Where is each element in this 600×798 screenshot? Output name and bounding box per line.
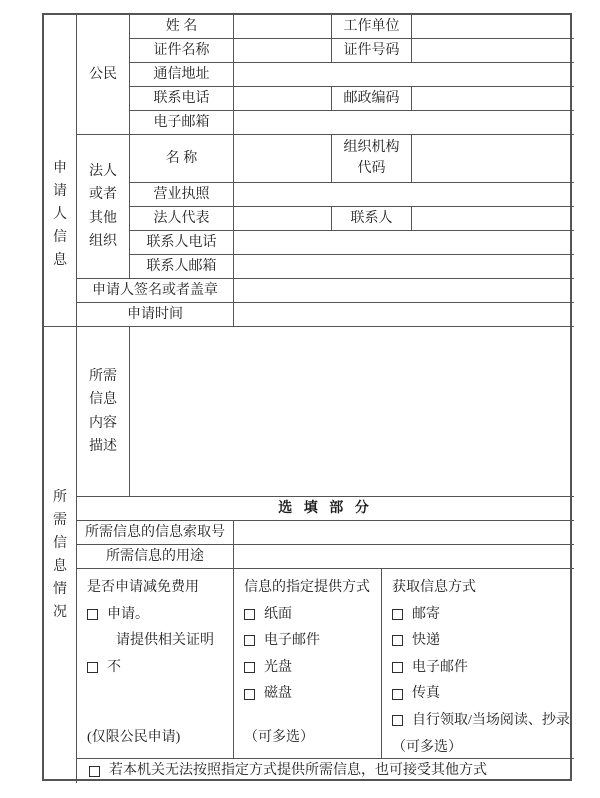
contact-label: 联系人 bbox=[332, 207, 412, 231]
info-desc-label: 所需信息内容描述 bbox=[77, 327, 130, 497]
footer-note-row bbox=[77, 759, 574, 783]
fee-no-option[interactable] bbox=[87, 658, 121, 678]
postal-code-label: 邮政编码 bbox=[332, 87, 412, 111]
info-usage-value[interactable] bbox=[234, 545, 574, 569]
phone-value[interactable] bbox=[234, 87, 332, 111]
org-code-label: 组织机构代码 bbox=[332, 135, 412, 183]
name-value[interactable] bbox=[234, 15, 332, 39]
info-desc-value[interactable] bbox=[130, 327, 574, 497]
obtain-method-cell bbox=[382, 569, 574, 759]
fee-waiver-cell bbox=[77, 569, 234, 759]
email-delivery-checkbox[interactable] bbox=[244, 635, 255, 646]
org-group-label: 法人或者其他组织 bbox=[77, 135, 130, 279]
disk-option[interactable] bbox=[244, 684, 292, 704]
id-name-value[interactable] bbox=[234, 39, 332, 63]
provide-method-cell bbox=[234, 569, 382, 759]
paper-checkbox[interactable] bbox=[244, 609, 255, 620]
other-method-checkbox[interactable] bbox=[89, 766, 100, 777]
mail-option[interactable] bbox=[392, 605, 440, 625]
footer-note-text: 若本机关无法按照指定方式提供所需信息，也可接受其他方式 bbox=[109, 763, 487, 779]
contact-phone-value[interactable] bbox=[234, 231, 574, 255]
email-obtain-option[interactable] bbox=[392, 658, 468, 678]
disk-checkbox[interactable] bbox=[244, 689, 255, 700]
mail-label: 邮寄 bbox=[412, 606, 440, 622]
org-name-value[interactable] bbox=[234, 135, 332, 183]
id-number-label: 证件号码 bbox=[332, 39, 412, 63]
license-value[interactable] bbox=[234, 183, 574, 207]
paper-label: 纸面 bbox=[264, 606, 292, 622]
email-delivery-option[interactable] bbox=[244, 631, 320, 651]
cd-option[interactable] bbox=[244, 658, 292, 678]
fee-no-checkbox[interactable] bbox=[87, 662, 98, 673]
express-option[interactable] bbox=[392, 631, 440, 651]
obtain-method-title: 获取信息方式 bbox=[392, 580, 476, 595]
fax-option[interactable] bbox=[392, 684, 440, 704]
license-label: 营业执照 bbox=[130, 183, 234, 207]
mail-checkbox[interactable] bbox=[392, 609, 403, 620]
info-index-value[interactable] bbox=[234, 521, 574, 545]
express-checkbox[interactable] bbox=[392, 635, 403, 646]
postal-code-value[interactable] bbox=[412, 87, 574, 111]
email-delivery-label: 电子邮件 bbox=[264, 633, 320, 649]
work-unit-label: 工作单位 bbox=[332, 15, 412, 39]
name-label: 姓 名 bbox=[130, 15, 234, 39]
obtain-multi-select-note: （可多选） bbox=[392, 739, 462, 755]
apply-time-value[interactable] bbox=[234, 303, 574, 327]
citizen-group-label: 公民 bbox=[77, 15, 130, 135]
fax-checkbox[interactable] bbox=[392, 689, 403, 700]
fee-apply-note: 请提供相关证明 bbox=[116, 633, 214, 649]
phone-label: 联系电话 bbox=[130, 87, 234, 111]
optional-section-header: 选 填 部 分 bbox=[77, 497, 574, 521]
address-label: 通信地址 bbox=[130, 63, 234, 87]
email-obtain-checkbox[interactable] bbox=[392, 662, 403, 673]
signature-value[interactable] bbox=[234, 279, 574, 303]
cd-checkbox[interactable] bbox=[244, 662, 255, 673]
signature-label: 申请人签名或者盖章 bbox=[77, 279, 234, 303]
provide-multi-select-note: （可多选） bbox=[244, 730, 314, 746]
id-number-value[interactable] bbox=[412, 39, 574, 63]
org-code-value[interactable] bbox=[412, 135, 574, 183]
email-value[interactable] bbox=[234, 111, 574, 135]
self-pickup-checkbox[interactable] bbox=[392, 715, 403, 726]
legal-rep-label: 法人代表 bbox=[130, 207, 234, 231]
fee-waiver-title: 是否申请减免费用 bbox=[87, 580, 199, 595]
work-unit-value[interactable] bbox=[412, 15, 574, 39]
self-pickup-label: 自行领取/当场阅读、抄录 bbox=[412, 712, 570, 728]
info-usage-label: 所需信息的用途 bbox=[77, 545, 234, 569]
info-index-label: 所需信息的信息索取号 bbox=[77, 521, 234, 545]
fee-apply-checkbox[interactable] bbox=[87, 609, 98, 620]
disk-label: 磁盘 bbox=[264, 686, 292, 702]
fee-no-label: 不 bbox=[107, 659, 121, 675]
apply-time-label: 申请时间 bbox=[77, 303, 234, 327]
express-label: 快递 bbox=[412, 633, 440, 649]
cd-label: 光盘 bbox=[264, 659, 292, 675]
org-name-label: 名 称 bbox=[130, 135, 234, 183]
contact-email-label: 联系人邮箱 bbox=[130, 255, 234, 279]
fee-scope-note: (仅限公民申请) bbox=[87, 730, 181, 746]
legal-rep-value[interactable] bbox=[234, 207, 332, 231]
paper-option[interactable] bbox=[244, 605, 292, 625]
contact-email-value[interactable] bbox=[234, 255, 574, 279]
fee-apply-label: 申请。 bbox=[107, 606, 149, 622]
fee-apply-option[interactable] bbox=[87, 605, 149, 625]
email-label: 电子邮箱 bbox=[130, 111, 234, 135]
applicant-section-label: 申请人信息 bbox=[44, 15, 77, 327]
application-form-table bbox=[42, 13, 572, 781]
fax-label: 传真 bbox=[412, 686, 440, 702]
email-obtain-label: 电子邮件 bbox=[412, 659, 468, 675]
contact-phone-label: 联系人电话 bbox=[130, 231, 234, 255]
required-info-section-label: 所需信息情况 bbox=[44, 327, 77, 783]
provide-method-title: 信息的指定提供方式 bbox=[244, 580, 370, 595]
self-pickup-option[interactable] bbox=[392, 711, 570, 731]
id-name-label: 证件名称 bbox=[130, 39, 234, 63]
address-value[interactable] bbox=[234, 63, 574, 87]
contact-value[interactable] bbox=[412, 207, 574, 231]
